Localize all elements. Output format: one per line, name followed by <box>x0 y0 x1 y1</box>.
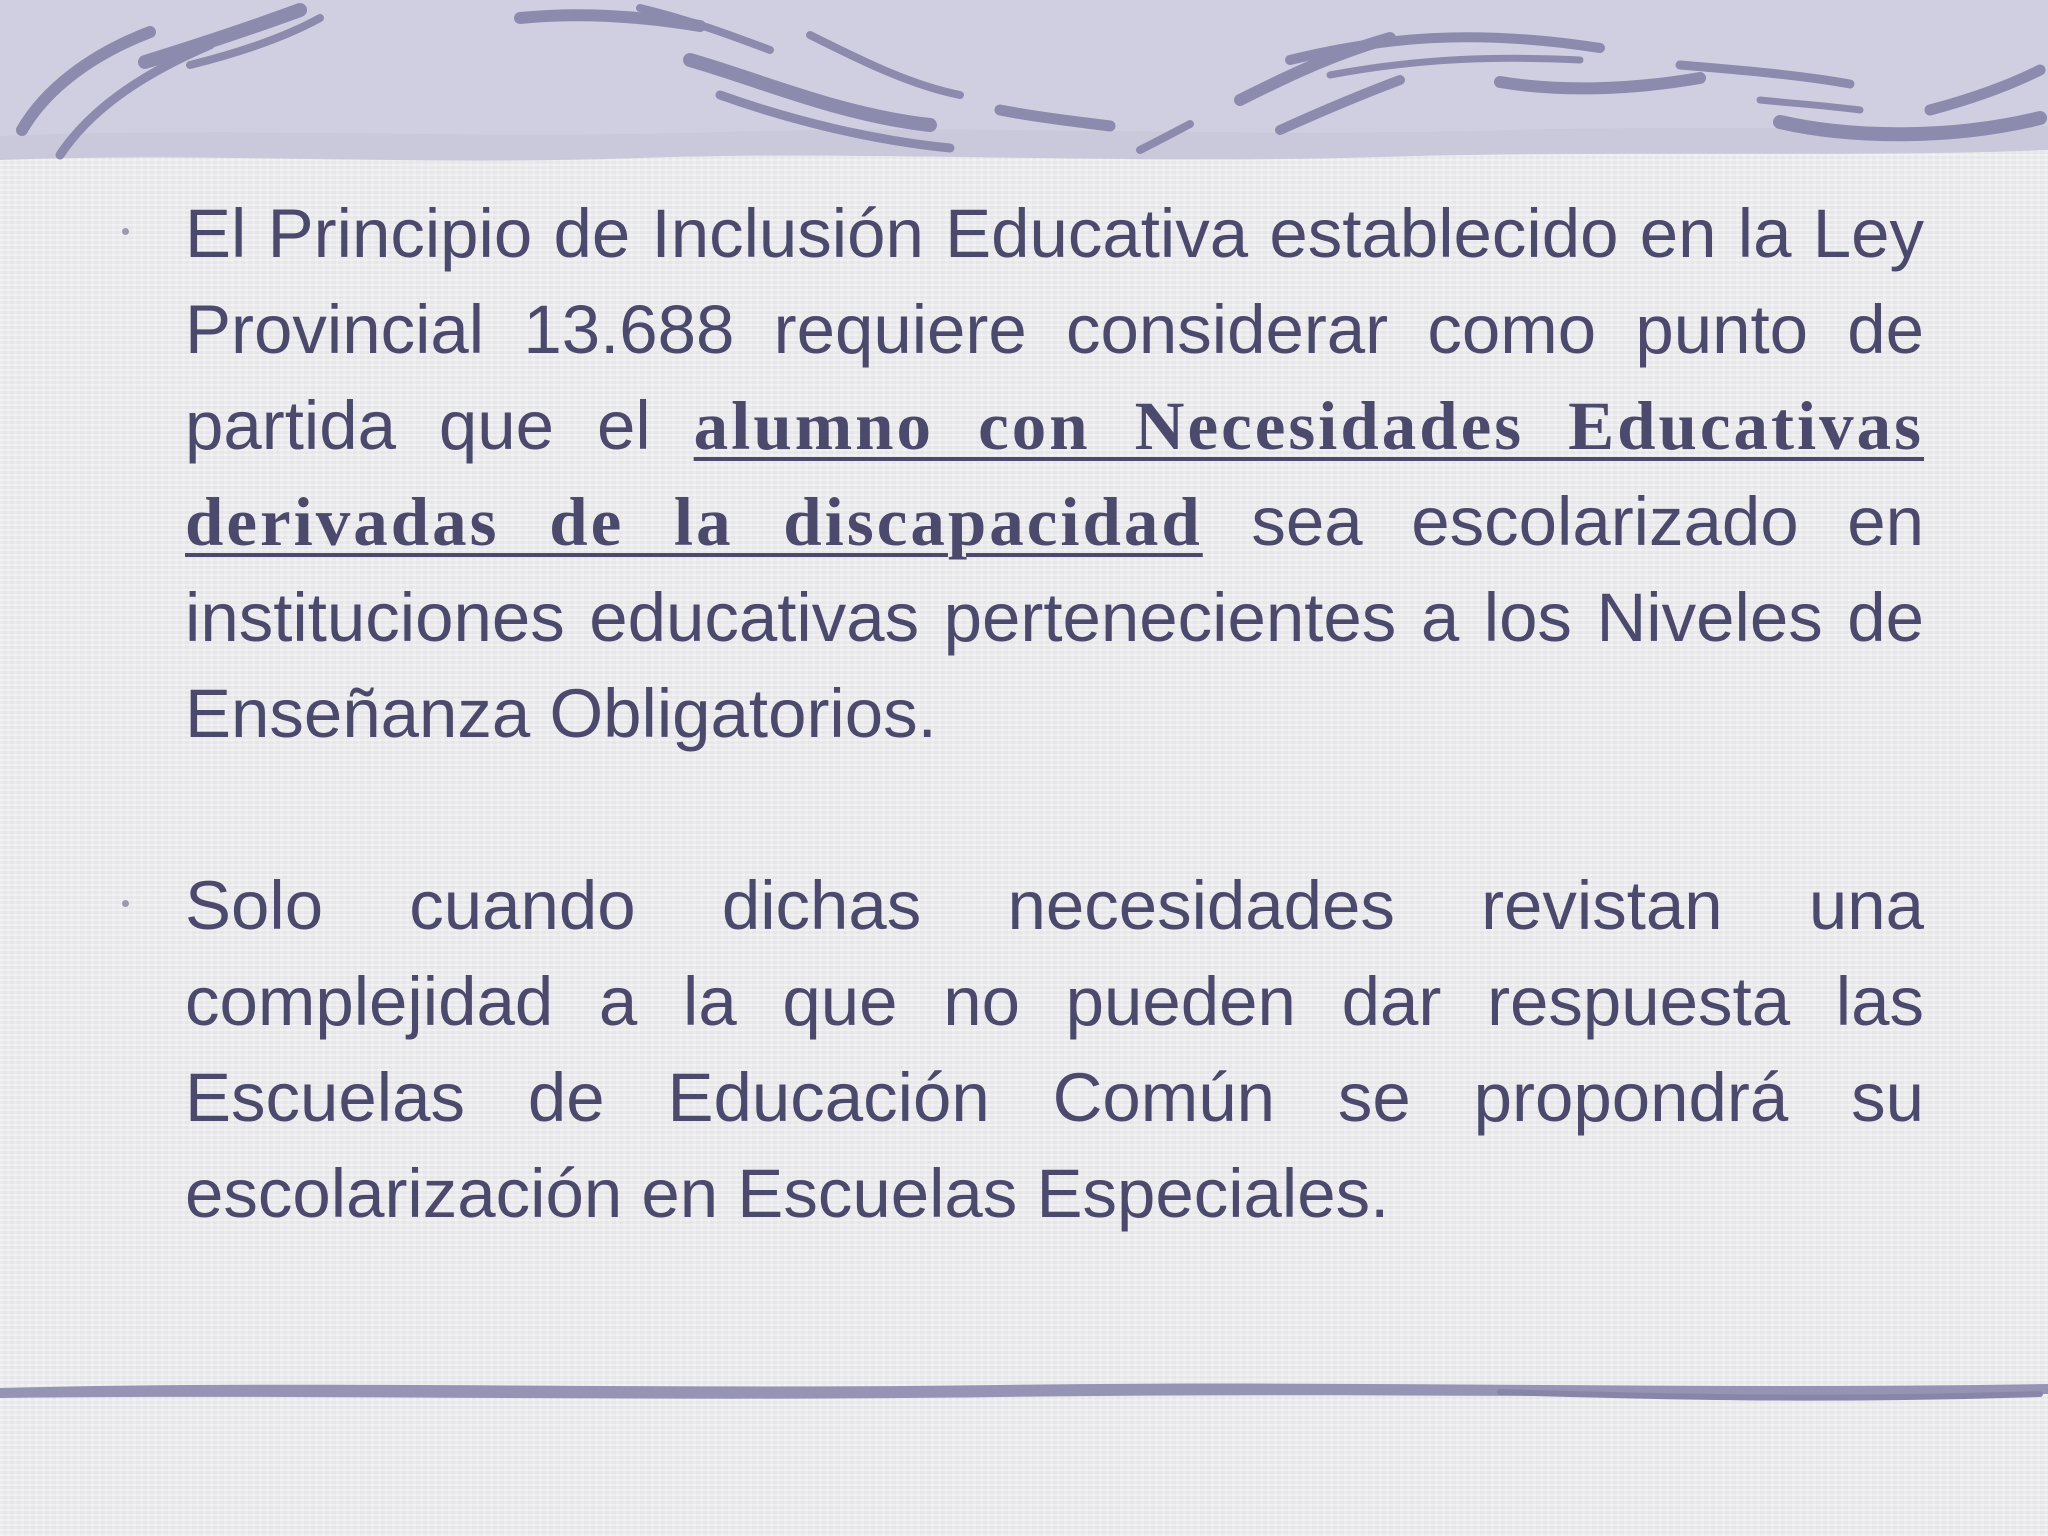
decorative-footer-stroke <box>0 1370 2048 1420</box>
bullet-item <box>110 858 1924 1242</box>
bullet-marker <box>122 900 129 907</box>
bullet-item <box>110 186 1924 762</box>
bullet-marker <box>122 228 129 235</box>
emphasized-term: alumno con Necesidades Educativas derivadas de la discapacidad <box>185 388 1924 560</box>
bullet-text-start: El Principio de Inclusión Educativa establecido en la Ley Provincial 13.688 requiere considerar como punto de partida que el <box>185 195 1924 464</box>
bullet-text-end: sea escolarizado en instituciones educativas pertenecientes a los Niveles de Enseñanza Obligatorios. <box>185 483 1924 752</box>
bullet-text: Solo cuando dichas necesidades revistan una complejidad a la que no pueden dar respuesta las Escuelas de Educación Común se propondrá su escolarización en Escuelas Especiales. <box>185 867 1924 1232</box>
bullet-list <box>110 186 1924 1242</box>
decorative-header-band <box>0 0 2048 170</box>
